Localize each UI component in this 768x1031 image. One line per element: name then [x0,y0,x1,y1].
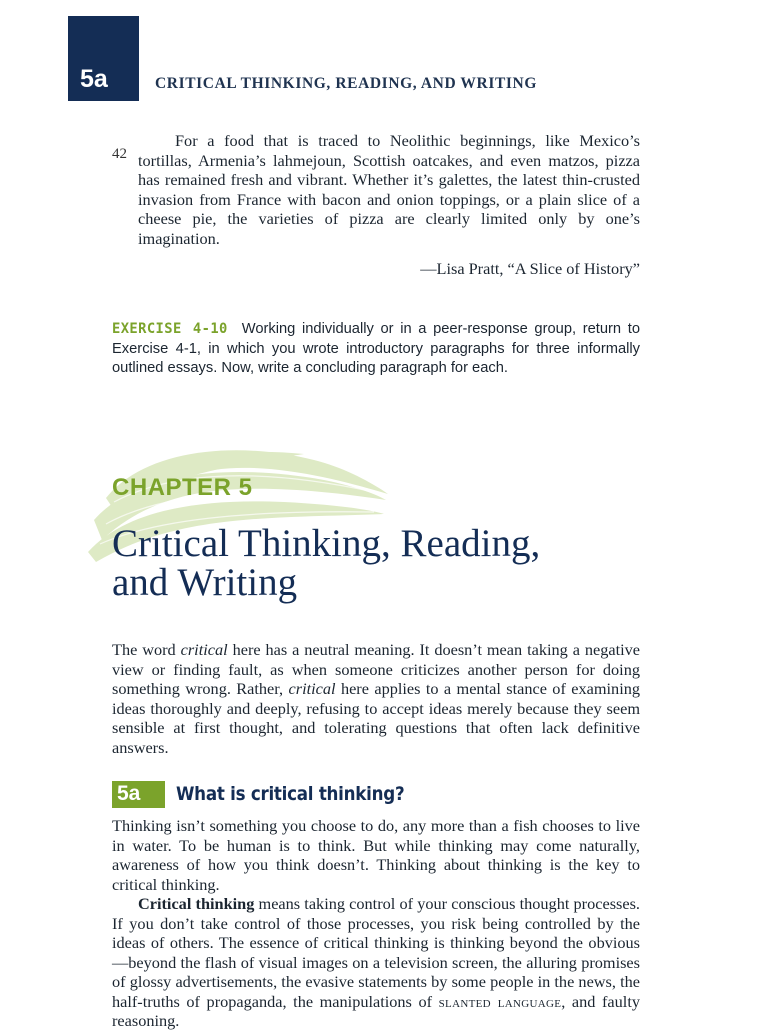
section-paragraph-2-end: , and faulty reasoning. [112,991,640,1031]
intro-text-1: The word [112,640,181,659]
block-quote [138,131,640,249]
block-quote-text: For a food that is traced to Neolithic beginnings, like Mexico’s tortillas, Armenia’s lahmejoun, Scottish oatcakes, and even matzos, pizza has remained fresh and vibrant. Whether it’s galettes, the latest thin-crusted invasion from France with bacon and onion toppings, or a plain slice of a cheese pie, the varieties of pizza are clearly limited only by one’s imagination. [138,131,640,248]
chapter-title-line-2: and Writing [112,561,298,604]
line-number: 42 [112,146,127,162]
section-title: What is critical thinking? [176,783,405,805]
intro-paragraph [112,640,640,757]
intro-emphasis-1: critical [180,640,228,659]
key-term: Critical thinking [138,894,255,913]
intro-text-3: here applies to a mental stance of examining ideas thoroughly and deeply, refusing to accept ideas merely because they seem sensible at first thought, and tolerating questions that often lack definitive answers. [112,679,640,757]
section-heading [112,781,640,809]
section-paragraph-2-text: means taking control of your conscious thought processes. If you don’t take control of those processes, you risk being controlled by the ideas of others. The essence of critical thinking is thinking beyond the obvious—beyond the flash of visual images on a television screen, the alluring promises of glossy advertisements, the evasive statements by some people in the news, the half-truths of propaganda, the manipulations of [112,894,641,1011]
intro-emphasis-2: critical [288,679,336,699]
small-caps-term: slanted language [438,991,562,1011]
section-paragraph-2 [112,894,640,1031]
exercise [112,320,640,379]
exercise-text: Working individually or in a peer-response group, return to Exercise 4-1, in which you wrote introductory paragraphs for three informally outlined essays. Now, write a concluding paragraph for each. [112,321,640,376]
chapter-title-line-1: Critical Thinking, Reading, [112,522,541,565]
section-number: 5a [117,782,141,805]
section-number-box [112,781,165,808]
section-tab-label: 5a [80,65,108,93]
chapter-title [112,524,632,602]
quote-attribution: —Lisa Pratt, “A Slice of History” [420,259,640,278]
exercise-label: EXERCISE 4-10 [112,321,228,337]
intro-text-2: here has a neutral meaning. It doesn’t mean taking a negative view or finding fault, as when someone criticizes another person for doing something wrong. Rather, [112,640,640,699]
section-tab [68,16,139,101]
running-head: CRITICAL THINKING, READING, AND WRITING [155,75,537,92]
section-paragraph-1: Thinking isn’t something you choose to do, any more than a fish chooses to live in water. To be human is to think. But while thinking may come naturally, awareness of how you think doesn’t. Thinking about thinking is the key to critical thinking. [112,816,640,894]
chapter-label: CHAPTER 5 [112,474,253,501]
